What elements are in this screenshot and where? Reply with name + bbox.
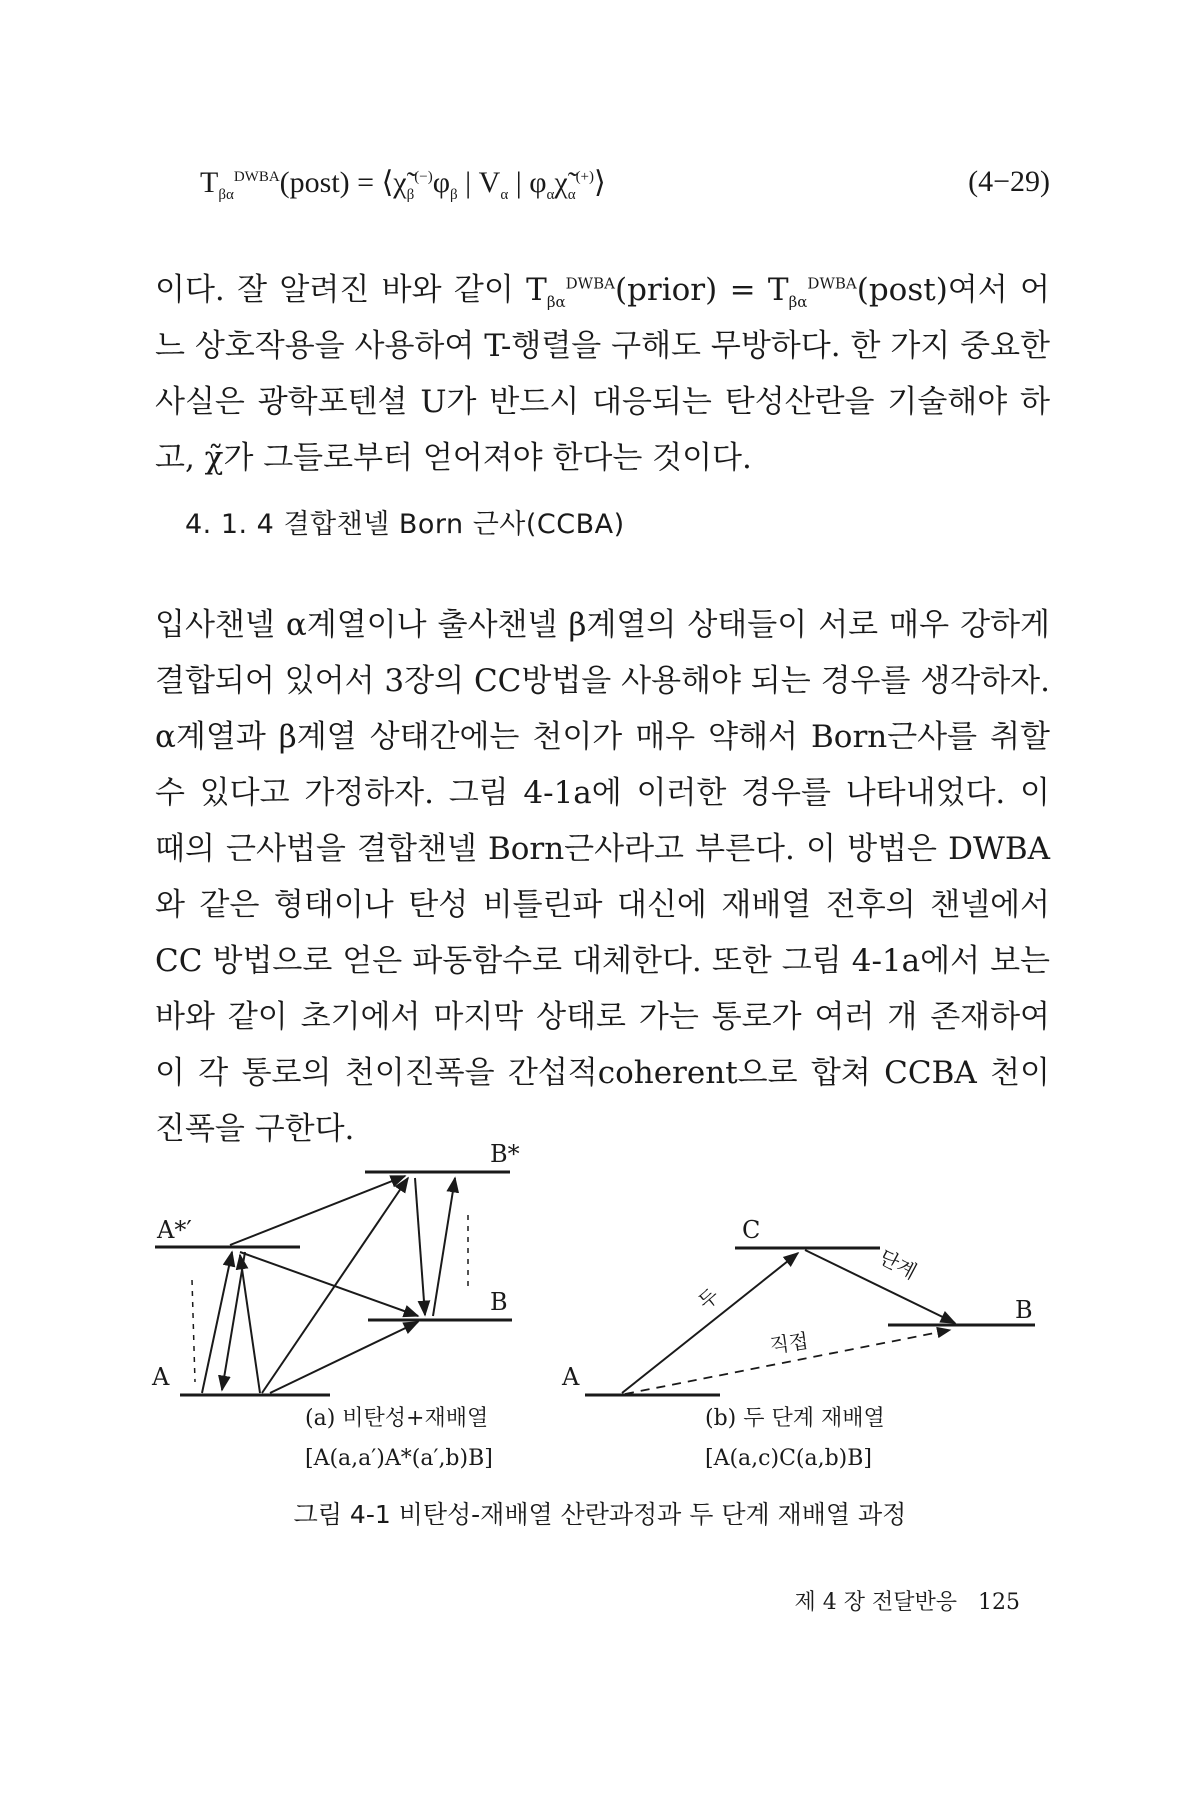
- label-a-astar: A*′: [157, 1216, 192, 1244]
- arrow-astar-to-a: [222, 1252, 245, 1390]
- arrow-b-to-bstar: [433, 1178, 455, 1316]
- caption-a-line2: [A(a,a′)A*(a′,b)B]: [305, 1446, 493, 1471]
- arrow-astar-to-b: [240, 1252, 418, 1316]
- equation-body: $T_{\beta\alpha}^{DWBA}(post)$ = $⟨\chĩ_\beta^{(-)}\varphi_\beta$ | $V_\alpha$ | $\varphi_\alpha\chĩ_\alpha^{(+)}⟩$: [200, 166, 606, 203]
- footer-chapter: 제 4 장 전달반응: [794, 1590, 957, 1615]
- arrow-a-to-astar-1: [202, 1252, 232, 1393]
- diagram-a: [151, 1140, 520, 1471]
- label-direct: 직접: [768, 1328, 810, 1358]
- label-a-bstar: B*: [490, 1140, 520, 1168]
- page-footer: [781, 1585, 1021, 1616]
- paragraph-2: 입사챈넬 α계열이나 출사챈넬 β계열의 상태들이 서로 매우 강하게 결합되어 있어서 3장의 CC방법을 사용해야 되는 경우를 생각하자. α계열과 β계열 상태간에는 천이가 매우 약해서 Born근사를 취할 수 있다고 가정하자. 그림 4-1a에 이러한 경우를 나타내었다. 이 때의 근사법을 결합챈넬 Born근사라고 부른다. 이 방법은 DWBA와 같은 형태이나 탄성 비틀린파 대신에 재배열 전후의 챈넬에서 CC 방법으로 얻은 파동함수로 대체한다. 또한 그림 4-1a에서 보는 바와 같이 초기에서 마지막 상태로 가는 통로가 여러 개 존재하여 이 각 통로의 천이진폭을 간섭적coherent으로 합쳐 CCBA 천이진폭을 구한다.: [155, 607, 1050, 1147]
- figure-4-1: [0, 1120, 1200, 1540]
- figure-caption: 그림 4-1 비탄성-재배열 산란과정과 두 단계 재배열 과정: [293, 1500, 907, 1529]
- arrow-astar-to-bstar: [230, 1176, 405, 1245]
- diagram-b: [561, 1216, 1035, 1471]
- footer-page-number: 125: [978, 1590, 1020, 1615]
- arrow-a-to-b: [270, 1322, 418, 1393]
- equation-4-29: [200, 165, 1050, 209]
- label-b-b: B: [1015, 1296, 1033, 1324]
- label-two: 두: [693, 1283, 724, 1315]
- label-b-a: A: [562, 1363, 580, 1391]
- arrow-a-to-c: [622, 1253, 798, 1393]
- arrow-a-to-astar-2: [240, 1255, 260, 1393]
- caption-b-line2: [A(a,c)C(a,b)B]: [705, 1446, 873, 1471]
- label-a-a: A: [152, 1363, 170, 1391]
- label-b-c: C: [742, 1216, 761, 1244]
- caption-a-line1: (a) 비탄성+재배열: [305, 1406, 489, 1431]
- label-step: 단계: [875, 1244, 921, 1284]
- dashed-a-astar: [192, 1280, 195, 1382]
- label-a-b: B: [490, 1288, 508, 1316]
- section-heading: 4. 1. 4 결합챈넬 Born 근사(CCBA): [185, 509, 625, 540]
- arrow-bstar-to-b: [415, 1178, 425, 1315]
- equation-number: (4−29): [968, 165, 1050, 198]
- caption-b-line1: (b) 두 단계 재배열: [705, 1406, 885, 1431]
- paragraph-1: 이다. 잘 알려진 바와 같이 $T_{\beta\alpha}^{DWBA}(prior)$ = $T_{\beta\alpha}^{DWBA}(post)$여서 어느 상호작용을 사용하여 T-행렬을 구해도 무방하다. 한 가지 중요한 사실은 광학포텐셜 U가 반드시 대응되는 탄성산란을 기술해야 하고, χ̃가 그들로부터 얻어져야 한다는 것이다.: [155, 272, 1051, 476]
